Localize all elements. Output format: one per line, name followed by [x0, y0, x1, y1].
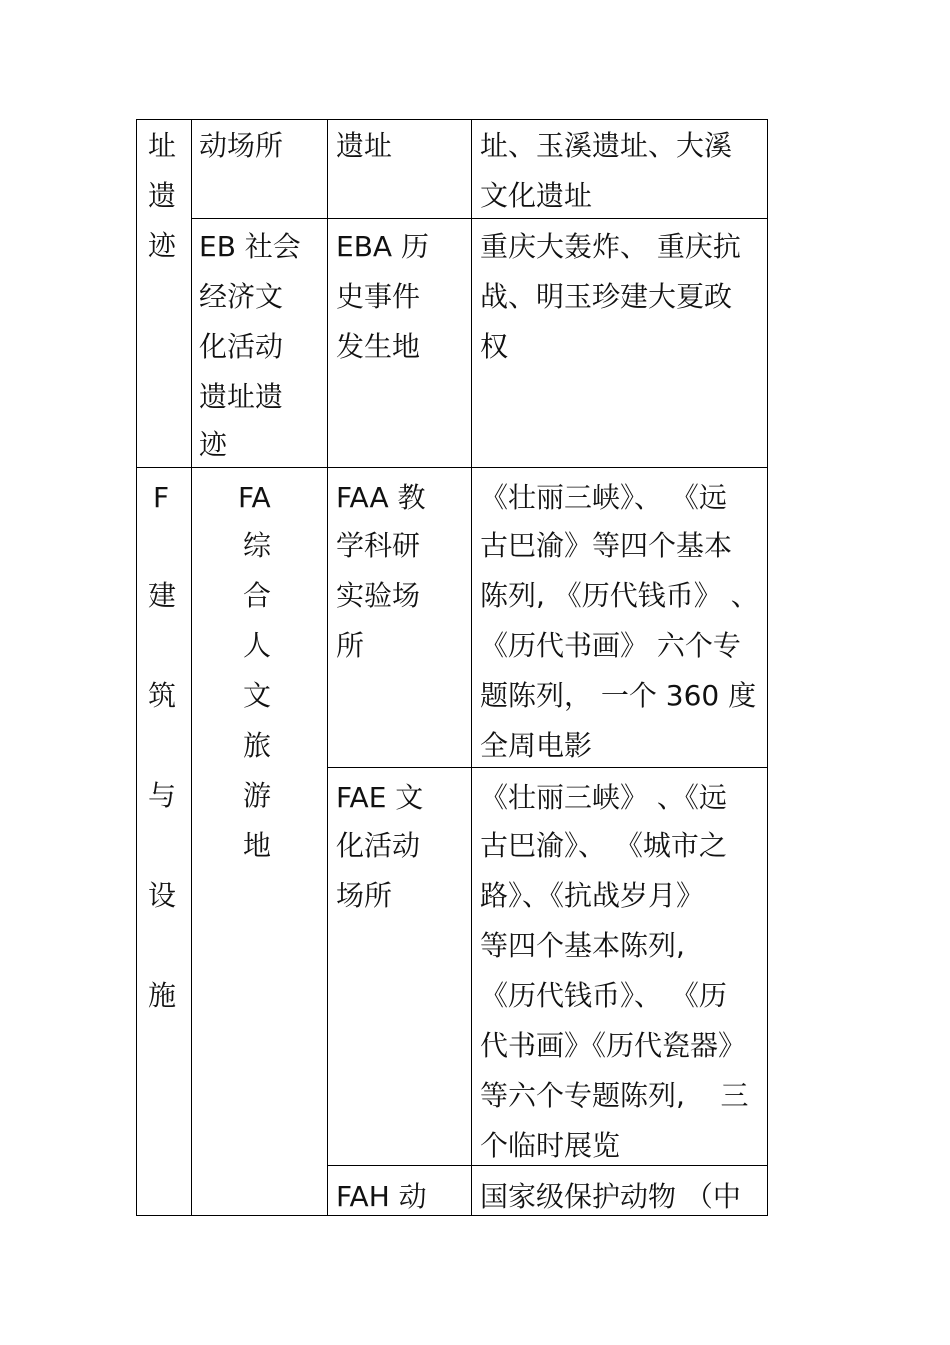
type-cell-line: EBA 历 [336, 230, 429, 263]
table-col-divider [191, 119, 192, 1216]
category-cell-line: 与 [148, 779, 177, 812]
subclass-cell-line: FA [238, 481, 271, 514]
resource-cell-line: 等六个专题陈列, 三 [480, 1079, 749, 1112]
category-cell-line: 筑 [148, 679, 177, 712]
category-cell-line: 建 [148, 579, 177, 612]
table-border-right [767, 119, 768, 1216]
category-cell-line: 施 [148, 979, 177, 1012]
resource-cell-line: 路》、《抗战岁月》 [480, 879, 705, 912]
type-cell-line: 实验场 [336, 579, 421, 612]
type-cell-line: 所 [336, 629, 365, 662]
type-cell-line: 学科研 [336, 529, 421, 562]
resource-cell-line: 址、玉溪遗址、大溪 [480, 129, 733, 162]
category-cell-line: 设 [148, 879, 177, 912]
resource-cell-line: 古巴渝》等四个基本 [480, 529, 733, 562]
subclass-cell-line: 综 [243, 529, 272, 562]
type-cell-line: 化活动 [336, 829, 421, 862]
type-cell-line: FAH 动 [336, 1180, 427, 1213]
resource-cell-line: 《历代书画》 六个专 [480, 629, 741, 662]
subclass-cell-line: 游 [243, 779, 272, 812]
resource-cell-line: 国家级保护动物 （中 [480, 1180, 741, 1213]
resource-cell-line: 题陈列， 一个 360 度 [480, 679, 757, 712]
subclass-cell-line: 人 [243, 629, 272, 662]
table-col-divider [471, 119, 472, 1216]
subclass-cell-line: 旅 [243, 729, 272, 762]
resource-cell-line: 陈列, 《历代钱币》 、 [480, 579, 759, 612]
subclass-cell-line: 经济文 [199, 280, 284, 313]
resource-cell-line: 《历代钱币》、 《历 [480, 979, 727, 1012]
subclass-cell-line: 地 [243, 829, 272, 862]
type-cell-line: 史事件 [336, 280, 421, 313]
subclass-cell-line: EB 社会 [199, 230, 301, 263]
resource-cell-line: 文化遗址 [480, 179, 593, 212]
table-col-divider [327, 119, 328, 1216]
resource-cell-line: 《壮丽三峡》 、《远 [480, 781, 727, 814]
table-border-top [136, 119, 768, 120]
resource-cell-line: 古巴渝》、 《城市之 [480, 829, 727, 862]
subclass-cell-line: 遗址遗 [199, 380, 284, 413]
category-cell-line: 迹 [148, 229, 177, 262]
subclass-cell-line: 文 [243, 679, 272, 712]
subclass-cell-line: 动场所 [199, 129, 284, 162]
type-cell-line: FAA 教 [336, 481, 426, 514]
resource-cell-line: 战、明玉珍建大夏政 [480, 280, 733, 313]
type-cell-line: FAE 文 [336, 781, 424, 814]
category-cell-line: 遗 [148, 179, 177, 212]
resource-cell-line: 权 [480, 330, 509, 363]
resource-cell-line: 全周电影 [480, 729, 593, 762]
type-cell-line: 遗址 [336, 129, 393, 162]
type-cell-line: 场所 [336, 879, 393, 912]
resource-cell-line: 代书画》《历代瓷器》 [480, 1029, 747, 1062]
table-border-left [136, 119, 137, 1216]
category-cell-line: 址 [148, 129, 177, 162]
subclass-cell-line: 迹 [199, 428, 228, 461]
resource-cell-line: 个临时展览 [480, 1129, 621, 1162]
resource-cell-line: 等四个基本陈列, [480, 929, 685, 962]
category-cell-line: F [153, 481, 170, 514]
subclass-cell-line: 合 [243, 579, 272, 612]
type-cell-line: 发生地 [336, 330, 421, 363]
resource-cell-line: 重庆大轰炸、 重庆抗 [480, 230, 741, 263]
resource-cell-line: 《壮丽三峡》、 《远 [480, 481, 727, 514]
subclass-cell-line: 化活动 [199, 330, 284, 363]
table-row-divider [136, 467, 768, 468]
